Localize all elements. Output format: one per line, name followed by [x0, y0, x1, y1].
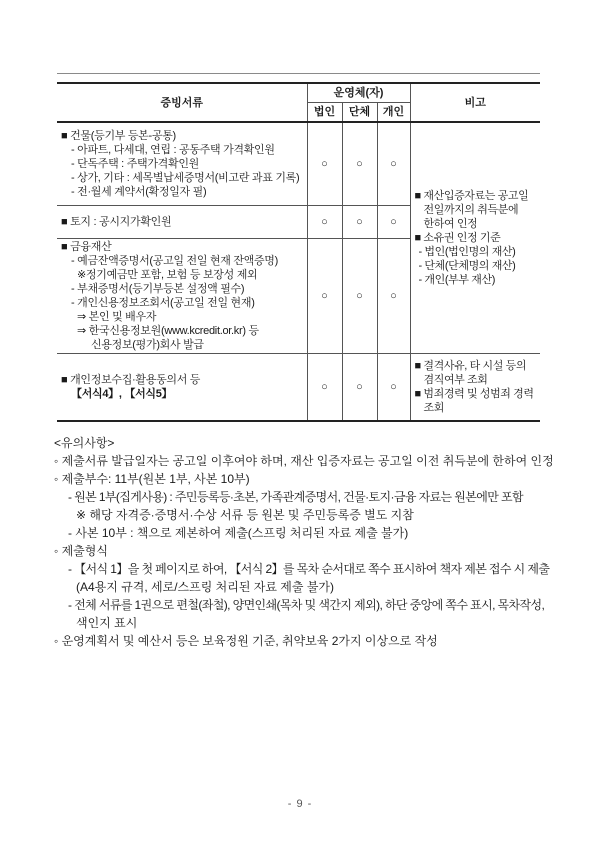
- doc-line: - 부채증명서(등기부등본 설정액 필수): [71, 283, 245, 295]
- doc-line: ■ 금융재산: [61, 241, 112, 253]
- doc-line: - 개인신용정보조회서(공고일 전일 현재): [71, 297, 255, 309]
- table-top-rule: [57, 73, 540, 74]
- note-line: ◦ 제출서류 발급일자는 공고일 이후여야 하며, 재산 입증자료는 공고일 이전 취득분에 한하여 인정: [54, 454, 554, 468]
- note-line: 색인지 표시: [76, 616, 138, 630]
- doc-line: 신용정보(평가)회사 발급: [91, 339, 204, 351]
- doc-line: - 아파트, 다세대, 연립 : 공동주택 가격확인원: [71, 144, 275, 156]
- note-line: ※ 해당 자격증·증명서·수상 서류 등 원본 및 주민등록증 별도 지참: [76, 508, 414, 522]
- note-line: ◦ 제출부수: 11부(원본 1부, 사본 10부): [54, 472, 250, 486]
- header-row-top: [57, 83, 540, 103]
- circle-mark: ○: [307, 354, 342, 422]
- land-documents-cell: [57, 206, 307, 239]
- page-number: - 9 -: [287, 798, 313, 810]
- doc-line: ※정기예금만 포함, 보험 등 보장성 제외: [77, 269, 258, 281]
- circle-mark: ○: [377, 239, 410, 354]
- circle-mark: ○: [342, 122, 377, 206]
- doc-line: ⇒ 본인 및 배우자: [77, 311, 157, 323]
- note-line: ◦ 제출형식: [54, 544, 108, 558]
- note-line: - 【서식 1】을 첫 페이지로 하여, 【서식 2】를 목차 순서대로 쪽수 표시하여 책자 제본 접수 시 제출: [68, 562, 550, 576]
- col-header-corporation: 법인: [307, 103, 342, 123]
- remark-line: - 단체(단체명의 재산): [418, 260, 516, 272]
- circle-mark: ○: [377, 354, 410, 422]
- financial-documents-cell: [57, 239, 307, 354]
- note-line: - 원본 1부(집게사용) : 주민등록등·초본, 가족관계증명서, 건물·토지·금융 자료는 원본에만 포함: [68, 490, 523, 504]
- col-header-individual: 개인: [377, 103, 410, 123]
- col-header-organization: 단체: [342, 103, 377, 123]
- notes-section: [52, 434, 592, 650]
- doc-line: ⇒ 한국신용정보원(www.kcredit.or.kr) 등: [77, 325, 259, 337]
- remark-line: - 법인(법인명의 재산): [418, 246, 516, 258]
- notes-title: <유의사항>: [54, 436, 115, 450]
- circle-mark: ○: [342, 206, 377, 239]
- note-line: (A4용지 규격, 세로/스프링 처리된 자료 제출 불가): [76, 580, 334, 594]
- col-header-remarks: 비고: [410, 83, 540, 122]
- doc-line: - 예금잔액증명서(공고일 전일 현재 잔액증명): [71, 255, 278, 267]
- remark-line: ■ 결격사유, 타 시설 등의: [414, 360, 527, 372]
- consent-documents-cell: [57, 354, 307, 422]
- remark-line: 전일까지의 취득분에: [423, 204, 519, 216]
- evidence-documents-table: [57, 82, 540, 422]
- note-line: - 전체 서류를 1권으로 편철(좌철), 양면인쇄(목차 및 색간지 제외), 하단 중앙에 쪽수 표시, 목차작성,: [68, 598, 545, 612]
- remark-line: 겸직여부 조회: [423, 374, 488, 386]
- remark-line: ■ 범죄경력 및 성범죄 경력: [414, 388, 534, 400]
- remark-line: 한하여 인정: [423, 218, 478, 230]
- circle-mark: ○: [342, 239, 377, 354]
- building-documents-cell: [57, 122, 307, 206]
- remarks-property-cell: [410, 122, 540, 354]
- table-row-building: [57, 122, 540, 206]
- note-line: ◦ 운영계획서 및 예산서 등은 보육정원 기준, 취약보육 2가지 이상으로 작성: [54, 634, 438, 648]
- remark-line: 조회: [423, 402, 444, 414]
- circle-mark: ○: [307, 122, 342, 206]
- note-line: - 사본 10부 : 책으로 제본하여 제출(스프링 처리된 자료 제출 불가): [68, 526, 409, 540]
- circle-mark: ○: [307, 239, 342, 354]
- doc-line: ■ 개인정보수집·활용동의서 등: [61, 374, 201, 386]
- doc-line: ■ 토지 : 공시지가확인원: [61, 216, 172, 228]
- col-header-documents: 증빙서류: [57, 83, 307, 122]
- doc-line: - 단독주택 : 주택가격확인원: [71, 158, 199, 170]
- circle-mark: ○: [377, 122, 410, 206]
- doc-line: - 상가, 기타 : 세목별납세증명서(비고란 과표 기록): [71, 172, 300, 184]
- circle-mark: ○: [377, 206, 410, 239]
- circle-mark: ○: [307, 206, 342, 239]
- table-row-consent: [57, 354, 540, 422]
- doc-line: ■ 건물(등기부 등본-공통): [61, 130, 176, 142]
- doc-line-form-refs: 【서식4】, 【서식5】: [71, 388, 173, 400]
- remark-line: - 개인(부부 재산): [418, 274, 495, 286]
- remark-line: ■ 소유권 인정 기준: [414, 232, 501, 244]
- col-header-operator-group: 운영체(자): [307, 83, 410, 103]
- remarks-consent-cell: [410, 354, 540, 422]
- remark-line: ■ 재산입증자료는 공고일: [414, 190, 529, 202]
- doc-line: - 전·월세 계약서(확정일자 필): [71, 186, 207, 198]
- circle-mark: ○: [342, 354, 377, 422]
